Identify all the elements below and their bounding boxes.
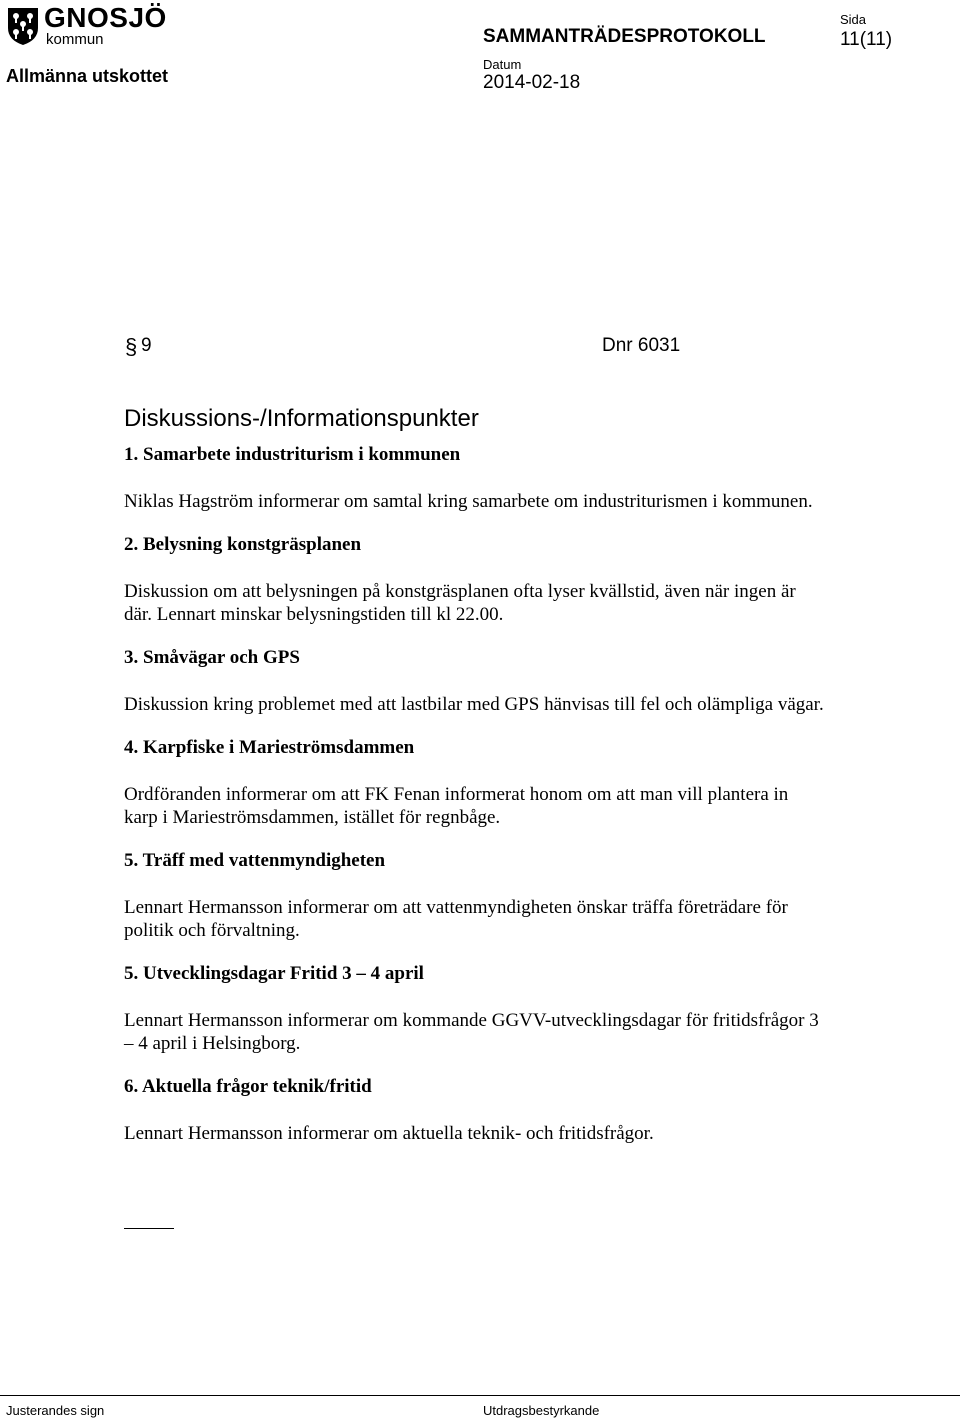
page-number: 11(11) [840, 29, 893, 50]
gnosjo-logo [6, 4, 166, 48]
agenda-item-heading: 5. Träff med vattenmyndigheten [124, 850, 386, 871]
agenda-item-text: Niklas Hagström informerar om samtal kring samarbete om industriturismen i kommunen. [124, 491, 813, 512]
agenda-item-heading: 4. Karpfiske i Marieströmsdammen [124, 737, 415, 758]
agenda-item-text: Lennart Hermansson informerar om aktuella teknik- och fritidsfrågor. [124, 1123, 654, 1144]
footer-signature-label: Justerandes sign [6, 1403, 105, 1418]
committee-name: Allmänna utskottet [6, 66, 169, 86]
agenda-item-text: Ordföranden informerar om att FK Fenan informerat honom om att man vill plantera in karp i Marieströmsdammen, istället för regnbåge. [124, 784, 789, 828]
agenda-item-heading: 3. Småvägar och GPS [124, 647, 300, 668]
agenda-item [124, 962, 824, 1055]
end-separator [124, 1228, 174, 1229]
agenda-item [124, 646, 824, 716]
agenda-item [124, 533, 824, 626]
registration-number: Dnr 6031 [602, 335, 681, 356]
agenda-item-heading: 2. Belysning konstgräsplanen [124, 534, 362, 555]
agenda-item-text: Lennart Hermansson informerar om att vattenmyndigheten önskar träffa företrädare för politik och förvaltning. [124, 897, 788, 941]
logo-subtitle: kommun [46, 31, 104, 48]
footer-certification-label: Utdragsbestyrkande [483, 1403, 600, 1418]
agenda-item-text: Diskussion om att belysningen på konstgräsplanen ofta lyser kvällstid, även när ingen är där. Lennart minskar belysningstiden till kl 22.00. [124, 581, 796, 625]
paragraph-sign: § [125, 334, 138, 359]
agenda-item-text: Lennart Hermansson informerar om kommande GGVV-utvecklingsdagar för fritidsfrågor 3 – 4 april i Helsingborg. [124, 1010, 819, 1054]
document-type: SAMMANTRÄDESPROTOKOLL [483, 26, 766, 47]
agenda-item [124, 849, 824, 942]
agenda-item [124, 736, 824, 829]
agenda-items [124, 443, 824, 1165]
gnosjo-crest-icon [6, 6, 40, 46]
page-label: Sida [840, 12, 867, 27]
agenda-item-heading: 1. Samarbete industriturism i kommunen [124, 444, 461, 465]
agenda-item-heading: 6. Aktuella frågor teknik/fritid [124, 1076, 372, 1097]
logo-wordmark: GNOSJÖ [44, 2, 167, 33]
agenda-item [124, 1075, 824, 1145]
section-title: Diskussions-/Informationspunkter [124, 405, 479, 432]
date-label: Datum [483, 57, 522, 72]
agenda-item-text: Diskussion kring problemet med att lastbilar med GPS hänvisas till fel och olämpliga vägar. [124, 694, 824, 715]
section-number: 9 [141, 335, 152, 356]
date-value: 2014-02-18 [483, 72, 581, 93]
agenda-item [124, 443, 824, 513]
agenda-item-heading: 5. Utvecklingsdagar Fritid 3 – 4 april [124, 963, 424, 984]
footer-divider [0, 1395, 960, 1396]
